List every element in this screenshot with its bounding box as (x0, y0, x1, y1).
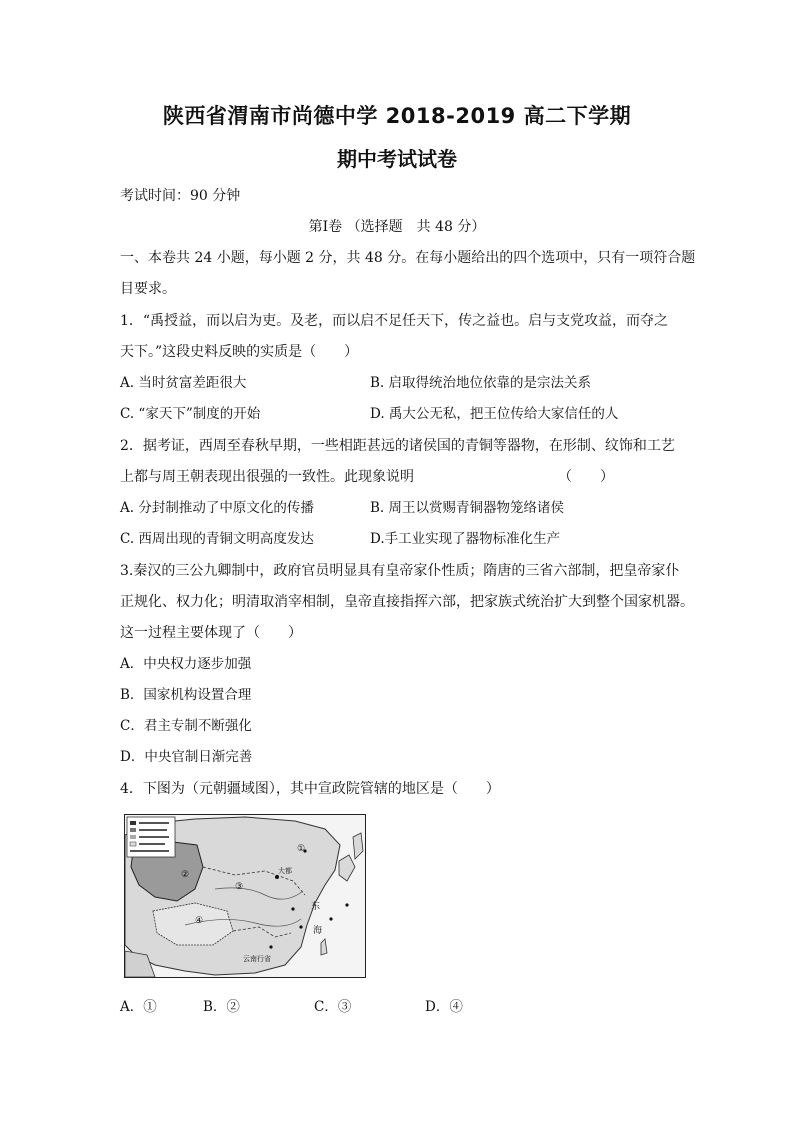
q4-stem: 4．下图为（元朝疆域图），其中宣政院管辖的地区是（ ） (120, 781, 500, 797)
q1-stem-line-1: 1．“禹授益，而以启为吏。及老，而以启不足任天下，传之益也。启与支党攻益，而夺之 (120, 313, 669, 329)
q3-stem-line-1: 3.秦汉的三公九卿制中，政府官员明显具有皇帝家仆性质；隋唐的三省六部制，把皇帝家仆 (120, 563, 680, 579)
q3-option-a[interactable]: A．中央权力逐步加强 (120, 656, 252, 672)
q3-option-b[interactable]: B．国家机构设置合理 (120, 687, 252, 703)
map-label-sea: 海 (313, 926, 323, 936)
instructions-line-2: 目要求。 (120, 281, 176, 297)
q2-option-c[interactable]: C. 西周出现的青铜文明高度发达 (120, 531, 314, 547)
map-illustration (125, 815, 365, 977)
q2-option-a[interactable]: A. 分封制推动了中原文化的传播 (120, 500, 314, 516)
exam-time: 考试时间：90 分钟 (120, 188, 241, 204)
q4-option-c[interactable]: C．③ (314, 999, 352, 1015)
map-marker-2: ② (181, 870, 190, 880)
map-marker-4: ④ (195, 916, 204, 926)
q1-option-d[interactable]: D. 禹大公无私，把王位传给大家信任的人 (370, 406, 619, 422)
q2-stem-line-2: 上都与周王朝表现出很强的一致性。此现象说明 (120, 469, 414, 485)
map-marker-3: ③ (235, 882, 244, 892)
q2-answer-bracket: （ ） (558, 469, 614, 485)
q4-option-d[interactable]: D．④ (425, 999, 463, 1015)
q3-stem-line-3: 这一过程主要体现了（ ） (120, 625, 302, 641)
q1-option-c[interactable]: C. “家天下”制度的开始 (120, 406, 261, 422)
instructions-line-1: 一、本卷共 24 小题，每小题 2 分，共 48 分。在每小题给出的四个选项中，只有一项符合题 (120, 250, 696, 266)
q3-stem-line-2: 正规化、权力化；明清取消宰相制，皇帝直接指挥六部，把家族式统治扩大到整个国家机器。 (120, 594, 694, 610)
map-label-east: 东 (311, 902, 321, 912)
q3-option-d[interactable]: D．中央官制日渐完善 (120, 749, 253, 765)
map-marker-1: ① (297, 844, 306, 854)
q3-option-c[interactable]: C．君主专制不断强化 (120, 718, 252, 734)
q2-option-b[interactable]: B. 周王以赏赐青铜器物笼络诸侯 (370, 500, 565, 516)
q1-option-b[interactable]: B. 启取得统治地位依靠的是宗法关系 (370, 375, 592, 391)
section-title: 第Ⅰ卷 （选择题 共 48 分） (308, 219, 486, 235)
document-title: 陕西省渭南市尚德中学 2018-2019 高二下学期 (162, 104, 632, 128)
q4-option-a[interactable]: A．① (120, 999, 157, 1015)
q4-option-b[interactable]: B．② (203, 999, 240, 1015)
q1-option-a[interactable]: A. 当时贫富差距很大 (120, 375, 247, 391)
q2-stem-line-1: 2．据考证，西周至春秋早期，一些相距甚远的诸侯国的青铜等器物，在形制、纹饰和工艺 (120, 438, 675, 454)
document-subtitle: 期中考试试卷 (337, 147, 457, 171)
q1-stem-line-2: 天下。”这段史料反映的实质是（ ） (120, 344, 359, 360)
q2-option-d[interactable]: D.手工业实现了器物标准化生产 (370, 531, 561, 547)
map-label-dadu: 大都 (278, 867, 292, 875)
yuan-dynasty-territory-map (124, 814, 366, 978)
map-label-yunnan: 云南行省 (243, 955, 271, 963)
